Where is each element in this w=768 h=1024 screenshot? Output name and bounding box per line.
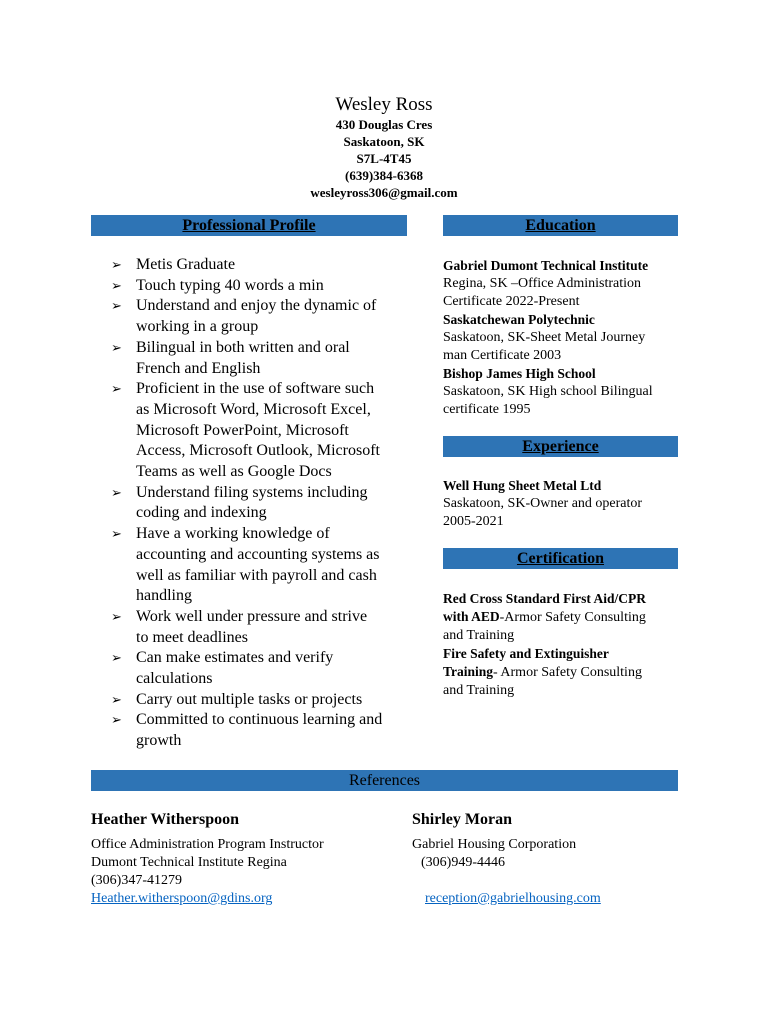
list-item: ➢ Have a working knowledge of accounting and accounting systems as well as familiar with payroll and cash handling — [111, 525, 380, 605]
school-detail: Certificate 2022-Present — [443, 294, 580, 309]
candidate-name: Wesley Ross — [335, 94, 433, 115]
certification-list — [443, 590, 683, 700]
education-heading-text: Education — [525, 217, 596, 234]
address-line: 430 Douglas Cres — [335, 117, 433, 132]
arrow-bullet-icon: ➢ — [111, 712, 122, 728]
reference-phone: (306)347-41279 — [91, 873, 182, 888]
arrow-bullet-icon: ➢ — [111, 650, 122, 666]
education-entry — [443, 365, 678, 419]
certification-heading-text: Certification — [516, 550, 605, 567]
resume-header — [0, 94, 768, 201]
arrow-bullet-icon: ➢ — [111, 298, 122, 314]
experience-entry — [443, 477, 678, 531]
education-section-heading — [443, 215, 678, 236]
arrow-bullet-icon: ➢ — [111, 339, 122, 355]
reference-organization: Gabriel Housing Corporation — [412, 837, 577, 852]
school-detail: man Certificate 2003 — [443, 348, 562, 363]
reference-title: Office Administration Program Instructor — [91, 837, 324, 852]
profile-heading-text: Professional Profile — [182, 217, 316, 234]
reference-name: Shirley Moran — [412, 811, 512, 828]
school-detail: Saskatoon, SK High school Bilingual — [443, 384, 653, 399]
list-item: ➢ Carry out multiple tasks or projects — [111, 690, 411, 711]
list-item: ➢ Bilingual in both written and oral French and English — [111, 338, 350, 377]
job-role: Saskatoon, SK-Owner and operator — [443, 496, 643, 511]
certification-section-heading — [443, 548, 678, 569]
education-list — [443, 257, 678, 419]
school-detail: Saskatoon, SK-Sheet Metal Journey — [443, 330, 646, 345]
company-name: Well Hung Sheet Metal Ltd — [443, 478, 602, 493]
list-item: ➢ Committed to continuous learning and growth — [111, 711, 383, 750]
certification-entry: Red Cross Standard First Aid/CPR with AED-Armor Safety Consulting and Training — [443, 591, 647, 643]
list-item: ➢ Touch typing 40 words a min — [111, 276, 411, 297]
reference-institution: Dumont Technical Institute Regina — [91, 855, 287, 870]
list-item: ➢ Metis Graduate — [111, 255, 411, 276]
arrow-bullet-icon: ➢ — [111, 691, 122, 707]
email-address: wesleyross306@gmail.com — [310, 185, 458, 200]
profile-section-heading — [91, 215, 407, 236]
school-detail: certificate 1995 — [443, 402, 531, 417]
list-item: ➢ Proficient in the use of software such as Microsoft Word, Microsoft Excel, Microsoft PowerPoint, Microsoft Access, Microsoft Outlook, Microsoft Teams as well as Google Docs — [111, 380, 380, 481]
postal-code: S7L-4T45 — [356, 151, 412, 166]
job-years: 2005-2021 — [443, 514, 504, 529]
city-line: Saskatoon, SK — [343, 134, 425, 149]
list-item: ➢ Work well under pressure and strive to meet deadlines — [111, 607, 368, 646]
experience-heading-text: Experience — [522, 438, 599, 455]
school-detail: Regina, SK –Office Administration — [443, 276, 642, 291]
reference-entry — [91, 810, 401, 908]
school-name: Saskatchewan Polytechnic — [443, 312, 595, 327]
education-entry — [443, 257, 678, 311]
experience-section-heading — [443, 436, 678, 457]
school-name: Gabriel Dumont Technical Institute — [443, 258, 649, 273]
reference-email-link[interactable]: Heather.witherspoon@gdins.org — [91, 891, 273, 906]
school-name: Bishop James High School — [443, 366, 596, 381]
reference-entry — [412, 810, 692, 908]
list-item: ➢ Understand and enjoy the dynamic of working in a group — [111, 297, 377, 336]
reference-email-link[interactable]: reception@gabrielhousing.com — [425, 891, 601, 906]
arrow-bullet-icon: ➢ — [111, 277, 122, 293]
arrow-bullet-icon: ➢ — [111, 608, 122, 624]
reference-name: Heather Witherspoon — [91, 811, 240, 828]
arrow-bullet-icon: ➢ — [111, 257, 122, 272]
arrow-bullet-icon: ➢ — [111, 484, 122, 500]
education-entry — [443, 311, 678, 365]
arrow-bullet-icon: ➢ — [111, 381, 122, 397]
profile-list — [111, 255, 411, 752]
arrow-bullet-icon: ➢ — [111, 526, 122, 542]
list-item: ➢ Can make estimates and verify calculations — [111, 649, 334, 688]
references-heading-text: References — [348, 772, 421, 789]
certification-entry: Fire Safety and Extinguisher Training- Armor Safety Consulting and Training — [443, 646, 642, 698]
list-item: ➢ Understand filing systems including coding and indexing — [111, 483, 368, 522]
reference-phone: (306)949-4446 — [421, 855, 505, 870]
references-section-heading — [91, 770, 678, 791]
phone-number: (639)384-6368 — [345, 168, 423, 183]
